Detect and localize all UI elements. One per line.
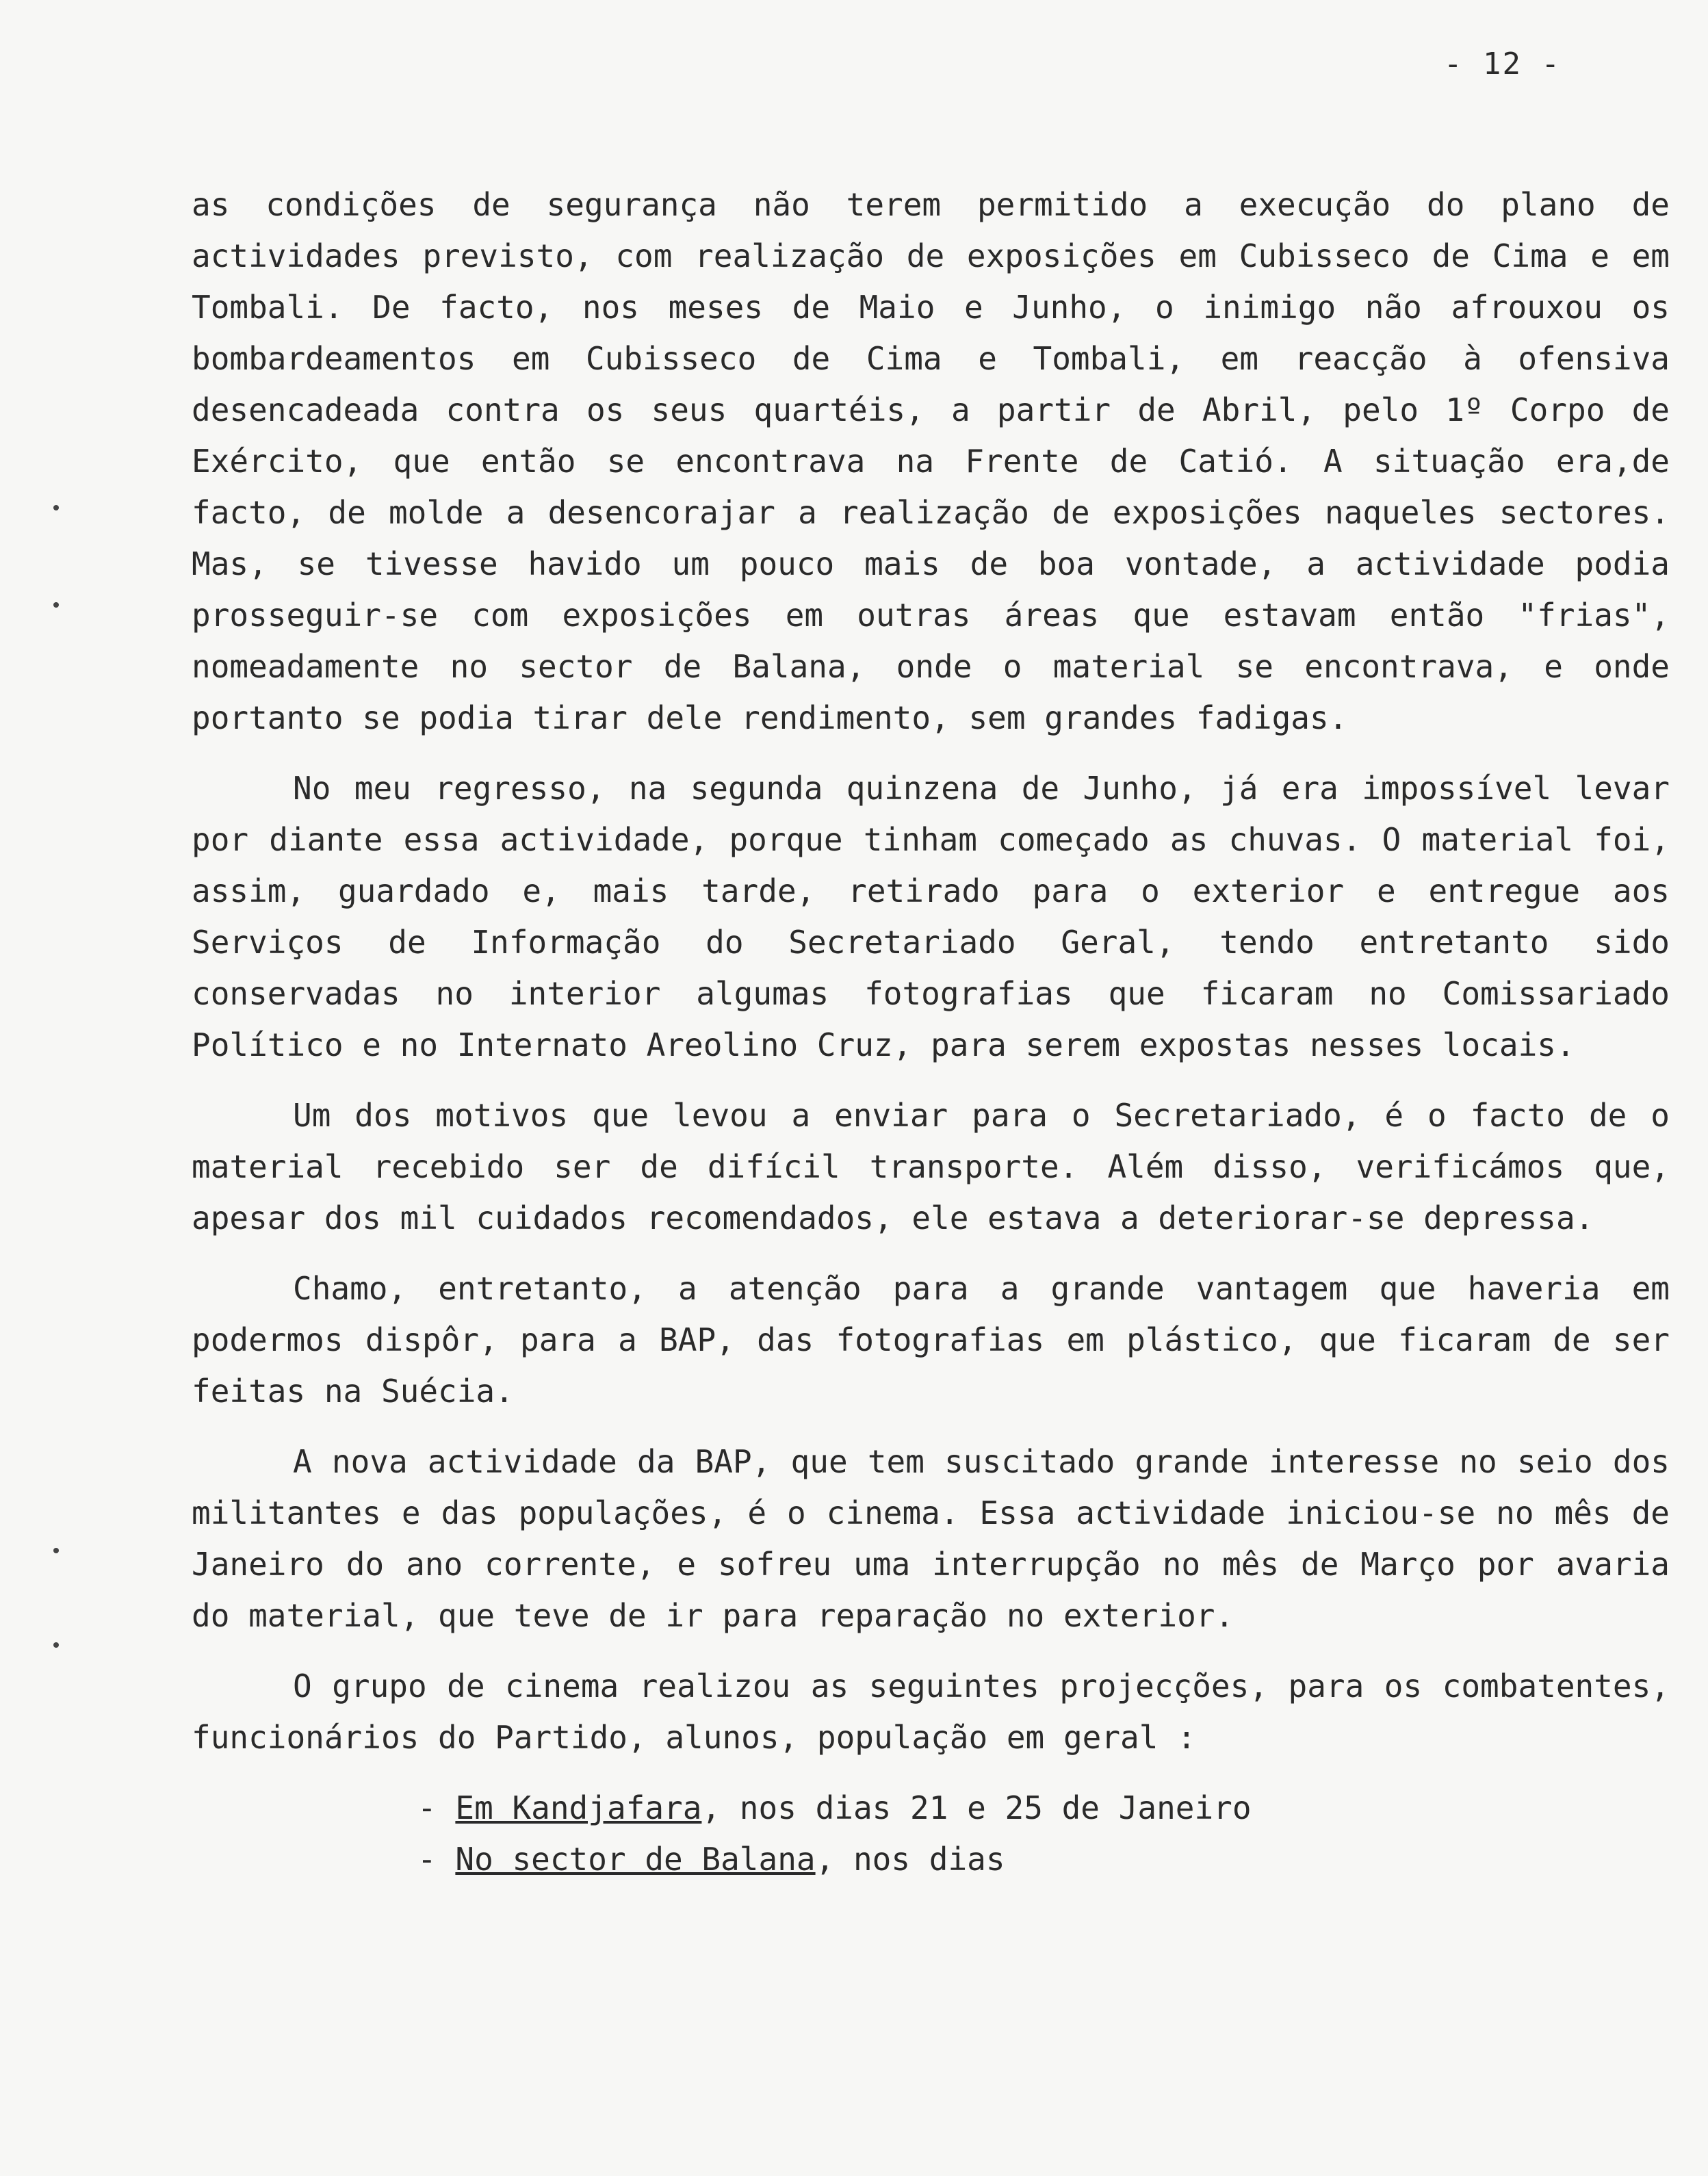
margin-mark (53, 1548, 59, 1553)
list-item-text: , nos dias 21 e 25 de Janeiro (701, 1789, 1252, 1826)
paragraph: O grupo de cinema realizou as seguintes projecções, para os combatentes, funcionários do Partido, alunos, população em geral : (192, 1668, 1670, 1756)
screening-list (192, 1783, 1670, 1885)
paragraph: A nova actividade da BAP, que tem suscitado grande interesse no seio dos militantes e das populações, é o cinema. Essa actividade iniciou-se no mês de Janeiro do ano corrente, e sofreu uma interrupção no mês de Março por avaria do material, que teve de ir para reparação no exterior. (192, 1443, 1670, 1634)
margin-mark (53, 1642, 59, 1648)
list-item (417, 1834, 1670, 1885)
paragraph: Chamo, entretanto, a atenção para a grande vantagem que haveria em podermos dispôr, para a BAP, das fotografias em plástico, que ficaram de ser feitas na Suécia. (192, 1270, 1670, 1410)
margin-mark (53, 505, 59, 510)
list-item-place: Em Kandjafara (455, 1789, 702, 1826)
page-number: - 12 - (1444, 47, 1561, 81)
margin-mark (53, 602, 59, 608)
paragraph: No meu regresso, na segunda quinzena de Junho, já era impossível levar por diante essa actividade, porque tinham começado as chuvas. O material foi, assim, guardado e, mais tarde, retirado para o exterior e entregue aos Serviços de Informação do Secretariado Geral, tendo entretanto sido conservadas no interior algumas fotografias que ficaram no Comissariado Político e no Internato Areolino Cruz, para serem expostas nesses locais. (192, 770, 1670, 1063)
list-item-text: , nos dias (815, 1841, 1005, 1878)
list-item-place: No sector de Balana (455, 1841, 816, 1878)
paragraph: Um dos motivos que levou a enviar para o Secretariado, é o facto de o material recebido ser de difícil transporte. Além disso, verificámos que, apesar dos mil cuidados recomendados, ele estava a deteriorar-se depressa. (192, 1097, 1670, 1236)
document-body (192, 179, 1670, 1885)
list-item (417, 1783, 1670, 1834)
paragraph: as condições de segurança não terem permitido a execução do plano de actividades previsto, com realização de exposições em Cubisseco de Cima e em Tombali. De facto, nos meses de Maio e Junho, o inimigo não afrouxou os bombardeamentos em Cubisseco de Cima e Tombali, em reacção à ofensiva desencadeada contra os seus quartéis, a partir de Abril, pelo 1º Corpo de Exército, que então se encontrava na Frente de Catió. A situação era,de facto, de molde a desencorajar a realização de exposições naqueles sectores. Mas, se tivesse havido um pouco mais de boa vontade, a actividade podia prosseguir-se com exposições em outras áreas que estavam então "frias", nomeadamente no sector de Balana, onde o material se encontrava, e onde portanto se podia tirar dele rendimento, sem grandes fadigas. (192, 186, 1670, 736)
